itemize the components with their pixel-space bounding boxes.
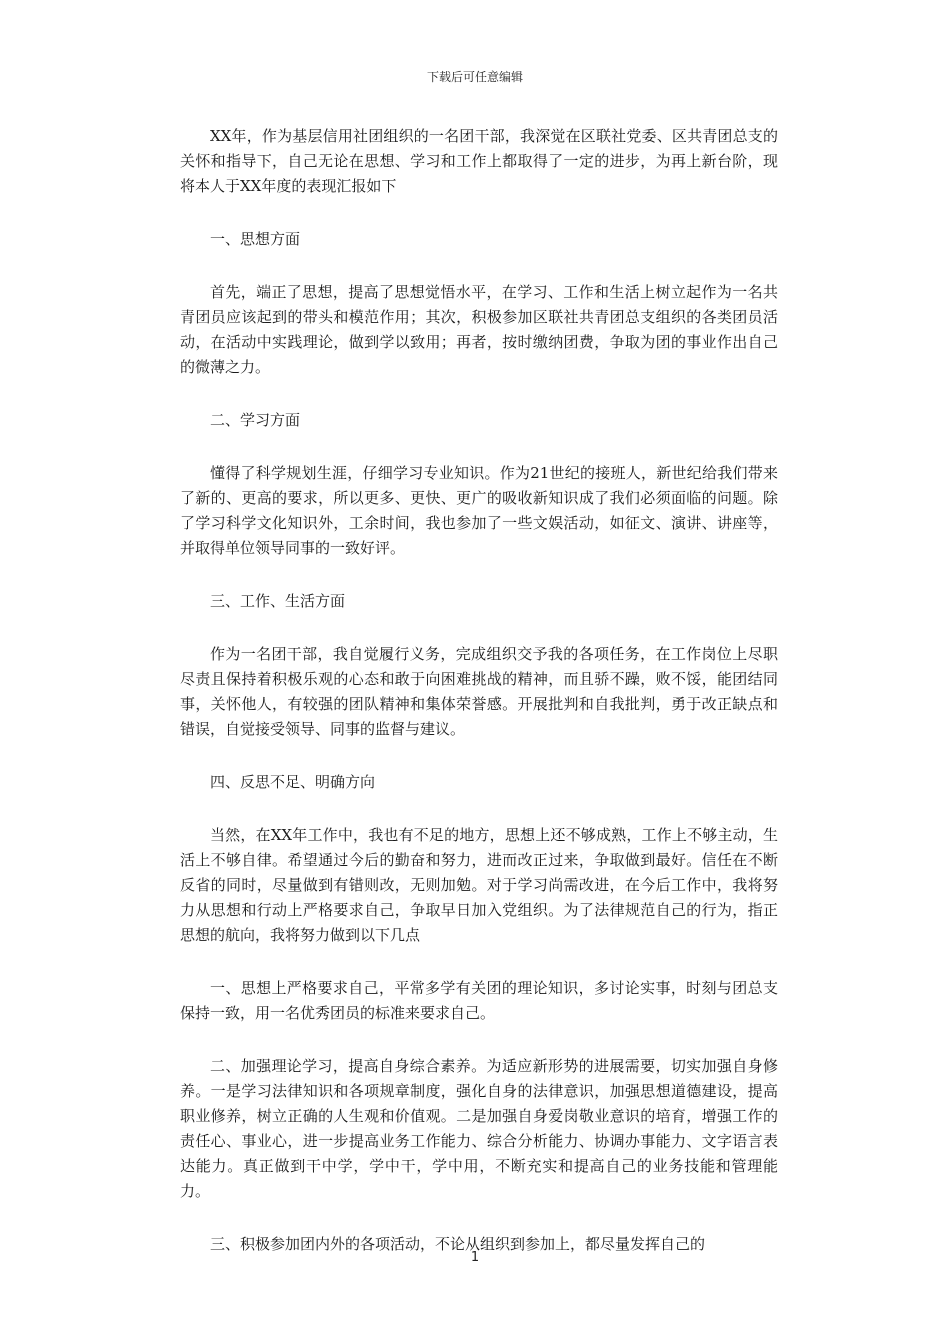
page-number: 1 [470, 1250, 480, 1265]
section-heading-reflection: 四、反思不足、明确方向 [210, 773, 376, 791]
document-body [180, 124, 778, 1285]
page-header: 下载后可任意编辑 [426, 70, 523, 84]
point-paragraph-3: 三、积极参加团内外的各项活动，不论从组织到参加上，都尽量发挥自己的 [210, 1235, 706, 1253]
intro-paragraph: XX年，作为基层信用社团组织的一名团干部，我深觉在区联社党委、区共青团总支的关怀和指导下，自己无论在思想、学习和工作上都取得了一定的进步，为再上新台阶，现将本人于XX年度的表现汇报如下 [180, 127, 778, 195]
section-heading-study: 二、学习方面 [210, 411, 301, 429]
section-heading-work-life: 三、工作、生活方面 [210, 592, 346, 610]
section-paragraph-work-life: 作为一名团干部，我自觉履行义务，完成组织交予我的各项任务，在工作岗位上尽职尽责且保持着积极乐观的心态和敢于向困难挑战的精神，而且骄不躁，败不馁，能团结同事，关怀他人，有较强的团队精神和集体荣誉感。开展批判和自我批判，勇于改正缺点和错误，自觉接受领导、同事的监督与建议。 [180, 645, 778, 738]
section-heading-thought: 一、思想方面 [210, 230, 301, 248]
point-paragraph-1: 一、思想上严格要求自己，平常多学有关团的理论知识，多讨论实事，时刻与团总支保持一致，用一名优秀团员的标准来要求自己。 [180, 979, 778, 1022]
section-paragraph-study: 懂得了科学规划生涯，仔细学习专业知识。作为21世纪的接班人，新世纪给我们带来了新的、更高的要求，所以更多、更快、更广的吸收新知识成了我们必须面临的问题。除了学习科学文化知识外，工余时间，我也参加了一些文娱活动，如征文、演讲、讲座等，并取得单位领导同事的一致好评。 [180, 464, 778, 557]
section-paragraph-thought: 首先，端正了思想，提高了思想觉悟水平，在学习、工作和生活上树立起作为一名共青团员应该起到的带头和模范作用；其次，积极参加区联社共青团总支组织的各类团员活动，在活动中实践理论，做到学以致用；再者，按时缴纳团费，争取为团的事业作出自己的微薄之力。 [180, 283, 778, 376]
section-paragraph-reflection: 当然，在XX年工作中，我也有不足的地方，思想上还不够成熟，工作上不够主动，生活上不够自律。希望通过今后的勤奋和努力，进而改正过来，争取做到最好。信任在不断反省的同时，尽量做到有错则改，无则加勉。对于学习尚需改进，在今后工作中，我将努力从思想和行动上严格要求自己，争取早日加入党组织。为了法律规范自己的行为，指正思想的航向，我将努力做到以下几点 [180, 826, 778, 944]
point-paragraph-2: 二、加强理论学习，提高自身综合素养。为适应新形势的进展需要，切实加强自身修养。一是学习法律知识和各项规章制度，强化自身的法律意识，加强思想道德建设，提高职业修养，树立正确的人生观和价值观。二是加强自身爱岗敬业意识的培育，增强工作的责任心、事业心，进一步提高业务工作能力、综合分析能力、协调办事能力、文字语言表达能力。真正做到干中学，学中干，学中用，不断充实和提高自己的业务技能和管理能力。 [180, 1057, 778, 1200]
